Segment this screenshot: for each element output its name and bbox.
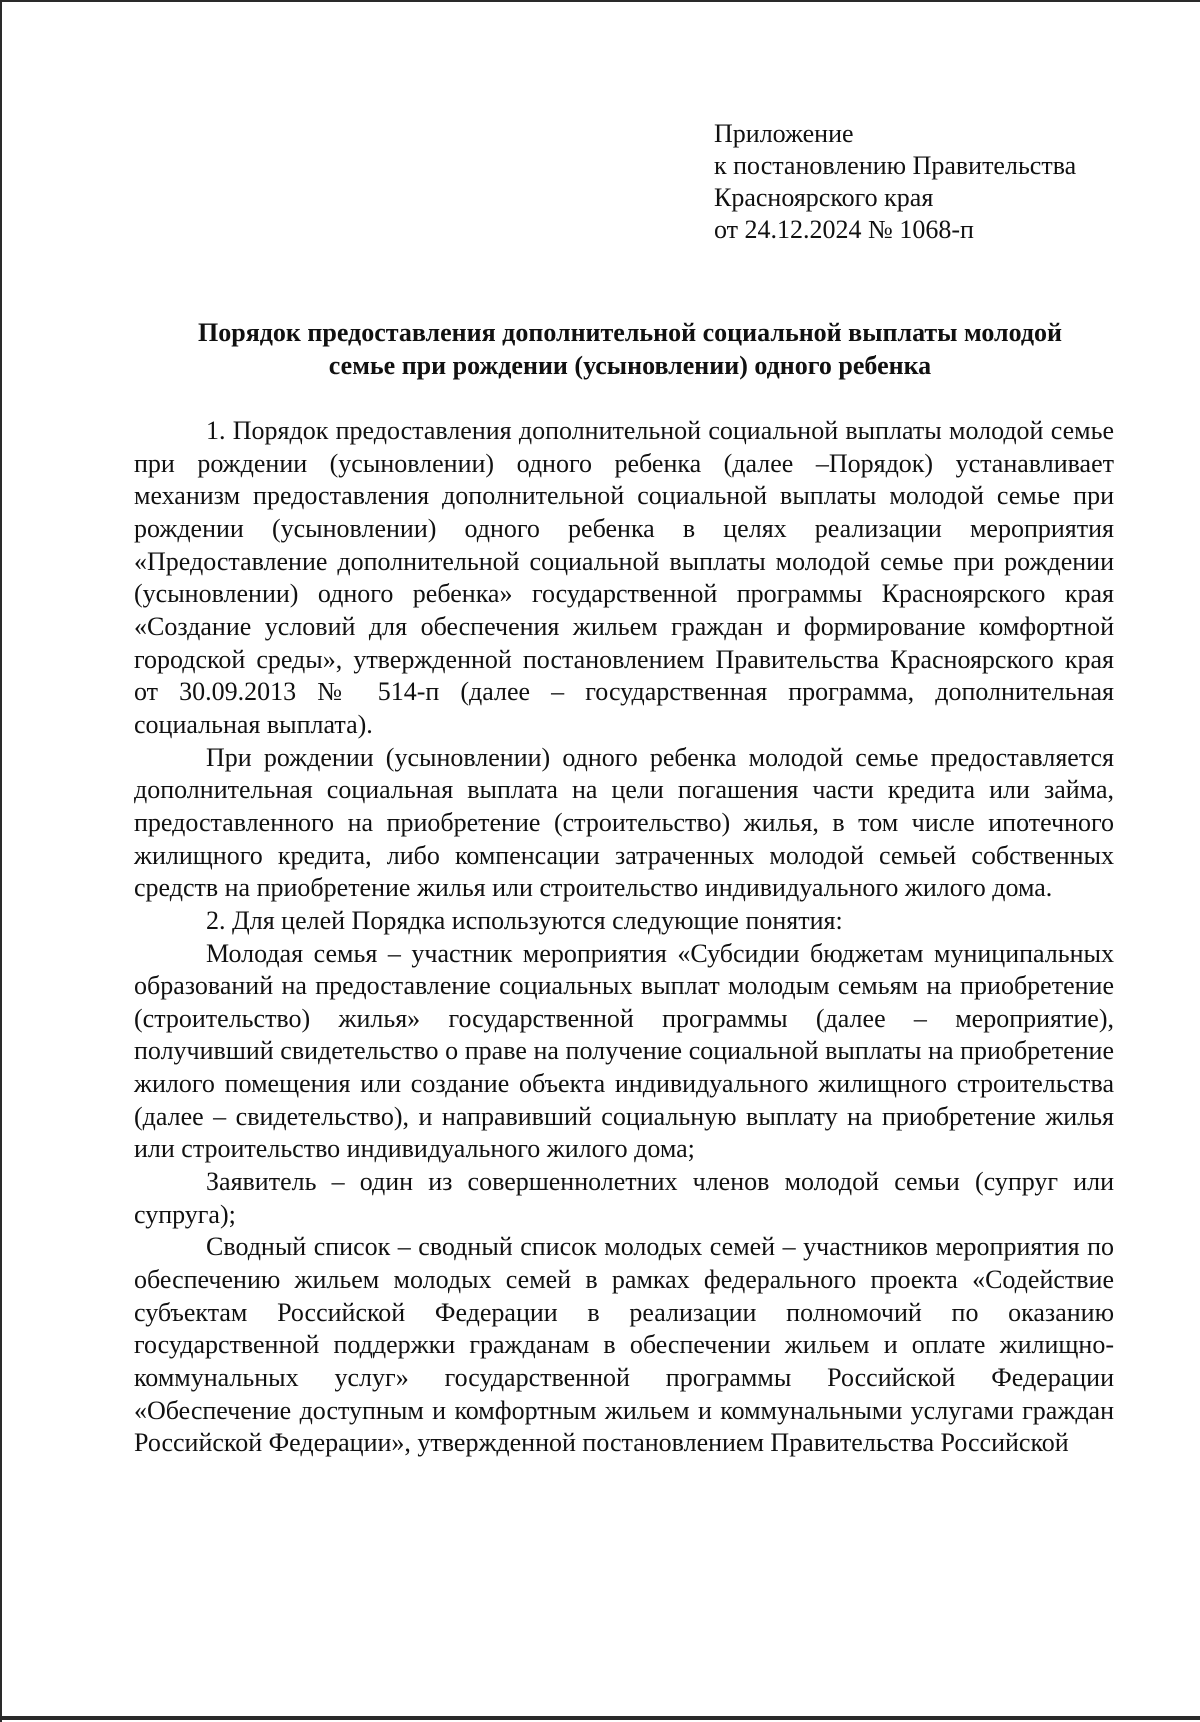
document-body [134,415,1114,1460]
scan-edge-left [0,0,2,1722]
definition-consolidated-list: Сводный список – сводный список молодых семей – участников мероприятия по обеспечению жильем молодых семей в рамках федерального проекта «Содействие субъектам Российской Федерации в реализации полномочий по оказанию государственной поддержки гражданам в обеспечении жильем и оплате жилищно-коммунальных услуг» государственной программы Российской Федерации «Обеспечение доступным и комфортным жильем и коммунальными услугами граждан Российской Федерации», утвержденной постановлением Правительства Российской [134,1232,1114,1458]
title-line-2: семье при рождении (усыновлении) одного ребенка [328,351,932,380]
annex-line-3: Красноярского края [714,183,934,212]
paragraph-3: 2. Для целей Порядка используются следующие понятия: [206,905,843,935]
definition-young-family: Молодая семья – участник мероприятия «Субсидии бюджетам муниципальных образований на предоставление социальных выплат молодым семьям на приобретение (строительство) жилья» государственной программы (далее – мероприятие), получивший свидетельство о праве на получение социальной выплаты на приобретение жилого помещения или создание объекта индивидуального жилищного строительства (далее – свидетельство), и направивший социальную выплату на приобретение жилья или строительство индивидуального жилого дома; [134,938,1114,1164]
document-title [140,316,1120,382]
annex-line-2: к постановлению Правительства [714,151,1077,180]
annex-line-1: Приложение [714,119,854,148]
paragraph-2: При рождении (усыновлении) одного ребенка молодой семье предоставляется дополнительная социальная выплата на цели погашения части кредита или займа, предоставленного на приобретение (строительство) жилья, в том числе ипотечного жилищного кредита, либо компенсации затраченных молодой семьей собственных средств на приобретение жилья или строительство индивидуального жилого дома. [134,742,1114,903]
scan-edge-top [0,0,1200,2]
scan-edge-bottom [0,1716,1200,1720]
annex-line-4: от 24.12.2024 № 1068-п [714,215,974,244]
paragraph-1: 1. Порядок предоставления дополнительной социальной выплаты молодой семье при рождении (усыновлении) одного ребенка (далее –Порядок) устанавливает механизм предоставления дополнительной социальной выплаты молодой семье при рождении (усыновлении) одного ребенка в целях реализации мероприятия «Предоставление дополнительной социальной выплаты молодой семье при рождении (усыновлении) одного ребенка» государственной программы Красноярского края «Создание условий для обеспечения жильем граждан и формирование комфортной городской среды», утвержденной постановлением Правительства Красноярского края от 30.09.2013 № 514-п (далее – государственная программа, дополнительная социальная выплата). [134,416,1114,739]
annex-block [714,118,1076,246]
title-line-1: Порядок предоставления дополнительной социальной выплаты молодой [198,318,1062,347]
definition-applicant: Заявитель – один из совершеннолетних членов молодой семьи (супруг или супруга); [134,1167,1114,1229]
